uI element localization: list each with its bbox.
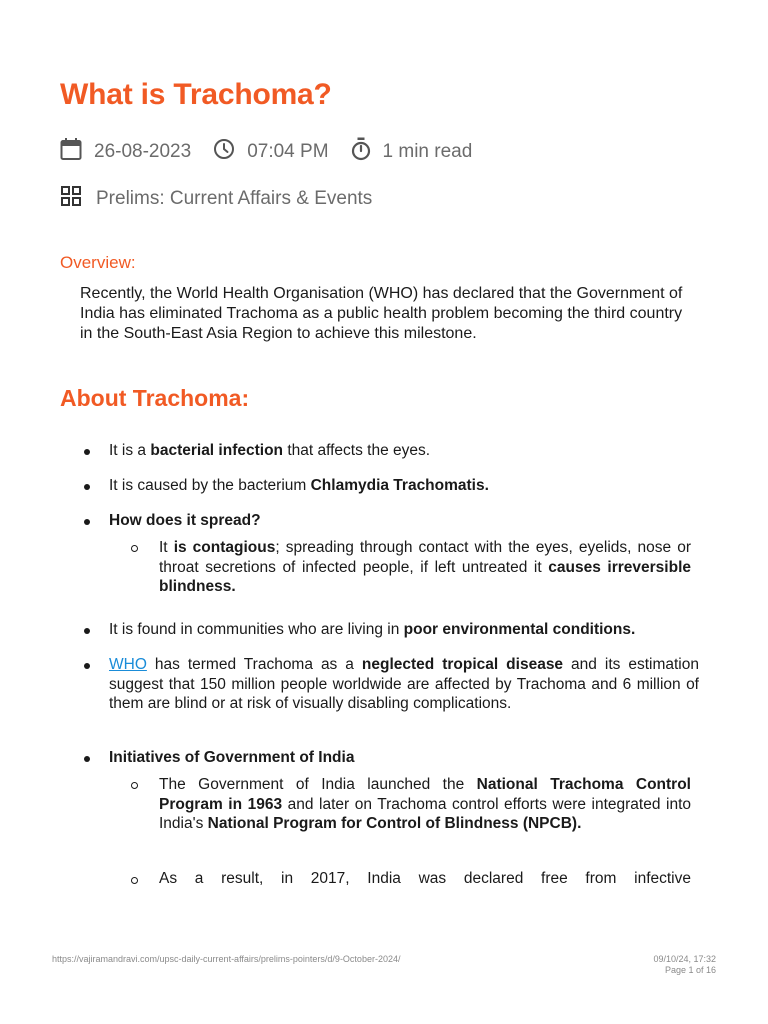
bullet-dot	[84, 628, 90, 634]
date-meta	[60, 137, 191, 167]
list-item-who: WHO has termed Trachoma as a neglected tropical disease and its estimation suggest that 150 million people worldwide are affected by Trachoma and 6 million of them are blind or at risk of visually disabling complications.	[109, 656, 699, 712]
list-item-bacterium: It is caused by the bacterium Chlamydia Trachomatis.	[109, 477, 489, 494]
grid-category-icon	[60, 185, 96, 213]
sub-bullet-circle	[131, 782, 138, 789]
page-title: What is Trachoma?	[60, 78, 332, 111]
overview-label: Overview:	[60, 253, 136, 272]
bullet-dot	[84, 449, 90, 455]
list-item-spread: How does it spread?	[109, 512, 261, 529]
sub-item-2017: As a result, in 2017, India was declared free from infective	[159, 870, 691, 887]
about-heading: About Trachoma:	[60, 385, 250, 411]
footer-url: https://vajiramandravi.com/upsc-daily-current-affairs/prelims-pointers/d/9-October-2024/	[52, 954, 401, 964]
sub-item-contagious: It is contagious; spreading through contact with the eyes, eyelids, nose or throat secretions of infected people, if left untreated it causes irreversible blindness.	[159, 539, 692, 595]
list-item-communities: It is found in communities who are living in poor environmental conditions.	[109, 621, 636, 638]
bullet-dot	[84, 663, 90, 669]
footer-datetime: 09/10/24, 17:32	[653, 954, 716, 964]
clock-icon	[213, 138, 247, 166]
overview-text: Recently, the World Health Organisation (WHO) has declared that the Government of India has eliminated Trachoma as a public health problem becoming the third country in the South-East Asia Region to achieve this milestone.	[80, 285, 683, 342]
sub-item-ntcp: The Government of India launched the National Trachoma Control Program in 1963 and later on Trachoma control efforts were integrated into India's National Program for Control of Blindness (NPCB).	[159, 776, 691, 832]
stopwatch-icon	[351, 137, 383, 167]
who-link[interactable]: WHO	[109, 656, 147, 673]
category-meta	[60, 185, 372, 213]
read-time-text: 1 min read	[382, 141, 473, 162]
category-link[interactable]: Prelims: Current Affairs & Events	[96, 188, 373, 209]
bullet-dot	[84, 484, 90, 490]
footer-info	[653, 954, 716, 976]
article-meta	[60, 137, 494, 167]
time-text: 07:04 PM	[247, 141, 329, 162]
sub-bullet-circle	[131, 545, 138, 552]
bullet-dot	[84, 756, 90, 762]
list-item-initiatives: Initiatives of Government of India	[109, 749, 355, 766]
time-meta	[213, 138, 328, 166]
read-time-meta	[351, 137, 473, 167]
date-text: 26-08-2023	[94, 141, 192, 162]
bullet-dot	[84, 519, 90, 525]
footer-page-number: Page 1 of 16	[664, 965, 716, 975]
list-item-bacterial: It is a bacterial infection that affects the eyes.	[109, 442, 431, 459]
sub-bullet-circle	[131, 877, 138, 884]
calendar-icon	[60, 137, 94, 167]
